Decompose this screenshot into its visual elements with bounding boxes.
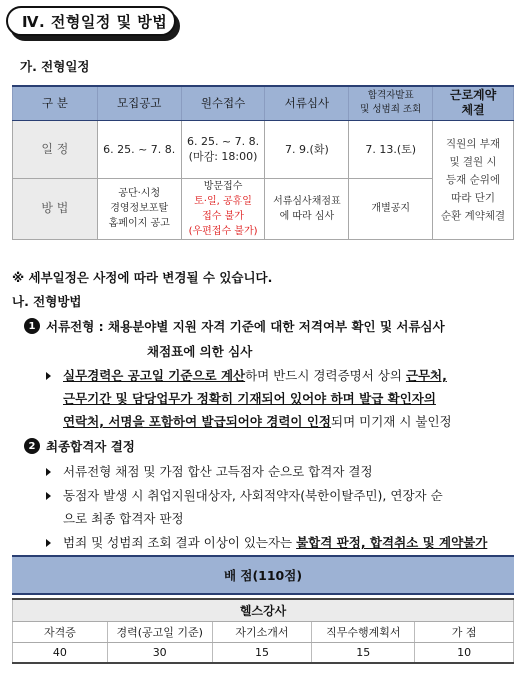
step1-title-row	[24, 317, 445, 335]
score-header-cert: 자격증	[13, 621, 108, 642]
row-label-schedule: 일 정	[13, 120, 98, 178]
schedule-notice: 6. 25. ~ 7. 8.	[97, 120, 181, 178]
step1-bullet1-line2: 근무기간 및 담당업무가 정확히 기재되어 있어야 하며 발급 확인자의	[63, 391, 436, 406]
col-header-review: 서류심사	[265, 86, 349, 120]
method-apply-line1: 방문접수	[203, 180, 243, 192]
col-header-notice: 모집공고	[97, 86, 181, 120]
step1-title-cont: 채점표에 의한 심사	[147, 344, 253, 359]
col-header-apply: 원수접수	[181, 86, 265, 120]
score-caption: 헬스강사	[13, 599, 514, 621]
step2-title: 최종합격자 결정	[46, 439, 135, 454]
step2-bullet3-text: 범죄 및 성범죄 조회 결과 이상이 있는자는	[63, 535, 297, 550]
step1-title: 서류전형 : 채용분야별 지원 자격 기준에 대한 저격여부 확인 및 서류심사	[46, 319, 445, 334]
number-2-icon: 2	[24, 438, 40, 454]
step2-bullet2	[46, 486, 443, 504]
step2-title-row	[24, 437, 135, 455]
step1-exp-calc: 실무경력은 공고일 기준으로 계산	[63, 368, 246, 383]
schedule-note: ※ 세부일정은 사정에 따라 변경될 수 있습니다.	[12, 270, 273, 285]
method-notice: 공단·시청 경영정보포탈 홈페이지 공고	[97, 178, 181, 239]
col-header-contract: 근로계약 체결	[433, 86, 514, 120]
score-banner: 배 점(110점)	[12, 555, 514, 595]
section-title: Ⅳ. 전형일정 및 방법	[6, 6, 176, 36]
section-header	[6, 6, 182, 42]
schedule-heading: 가. 전형일정	[20, 59, 90, 74]
contract-description: 직원의 부재 및 결원 시 등재 순위에 따라 단기 순환 계약체결	[433, 120, 514, 239]
col-header-announce: 합격자발표 및 성범죄 조회	[349, 86, 433, 120]
step2-bullet2-cont: 으로 최종 합격자 판정	[63, 511, 184, 526]
step2-bullet3	[46, 533, 487, 551]
score-header-plan: 직무수행계획서	[312, 621, 415, 642]
step1-bullet1-line3	[63, 412, 452, 430]
step1-contact-sign: 연락처, 서명을 포함하여 발급되어야 경력이 인정	[63, 414, 332, 429]
triangle-bullet-icon	[46, 492, 51, 500]
number-1-icon: 1	[24, 318, 40, 334]
col-header-category: 구 분	[13, 86, 98, 120]
score-table	[12, 598, 514, 664]
triangle-bullet-icon	[46, 539, 51, 547]
step2-bullet1-text: 서류전형 채점 및 가점 합산 고득점자 순으로 합격자 결정	[63, 464, 373, 479]
score-header-intro: 자기소개서	[212, 621, 312, 642]
score-value-intro: 15	[212, 642, 312, 663]
method-apply-cell	[181, 178, 265, 239]
method-review: 서류심사채점표 에 따라 심사	[265, 178, 349, 239]
schedule-review: 7. 9.(화)	[265, 120, 349, 178]
score-value-experience: 30	[107, 642, 212, 663]
step1-not-recognized: 되며 미기재 시 불인정	[331, 414, 452, 429]
step2-bullet1	[46, 462, 373, 480]
schedule-apply: 6. 25. ~ 7. 8. (마감: 18:00)	[181, 120, 265, 178]
schedule-table	[12, 85, 514, 240]
method-announce: 개별공지	[349, 178, 433, 239]
triangle-bullet-icon	[46, 372, 51, 380]
step1-bullet1-line1	[46, 366, 447, 384]
score-header-bonus: 가 점	[415, 621, 514, 642]
method-apply-restriction: 토·일, 공휴일 접수 불가 (우편접수 불가)	[188, 195, 258, 237]
method-heading: 나. 전형방법	[12, 294, 82, 309]
score-header-experience: 경력(공고일 기준)	[107, 621, 212, 642]
score-value-cert: 40	[13, 642, 108, 663]
step1-exp-text: 하며 반드시 경력증명서 상의	[245, 368, 406, 383]
step2-bullet2-text: 동점자 발생 시 취업지원대상자, 사회적약자(북한이탈주민), 연장자 순	[63, 488, 443, 503]
score-value-plan: 15	[312, 642, 415, 663]
triangle-bullet-icon	[46, 468, 51, 476]
row-label-method: 방 법	[13, 178, 98, 239]
score-value-bonus: 10	[415, 642, 514, 663]
step1-workplace: 근무처,	[405, 368, 447, 383]
step2-bullet3-emph: 불합격 판정, 합격취소 및 계약불가	[296, 535, 488, 550]
schedule-announce: 7. 13.(토)	[349, 120, 433, 178]
